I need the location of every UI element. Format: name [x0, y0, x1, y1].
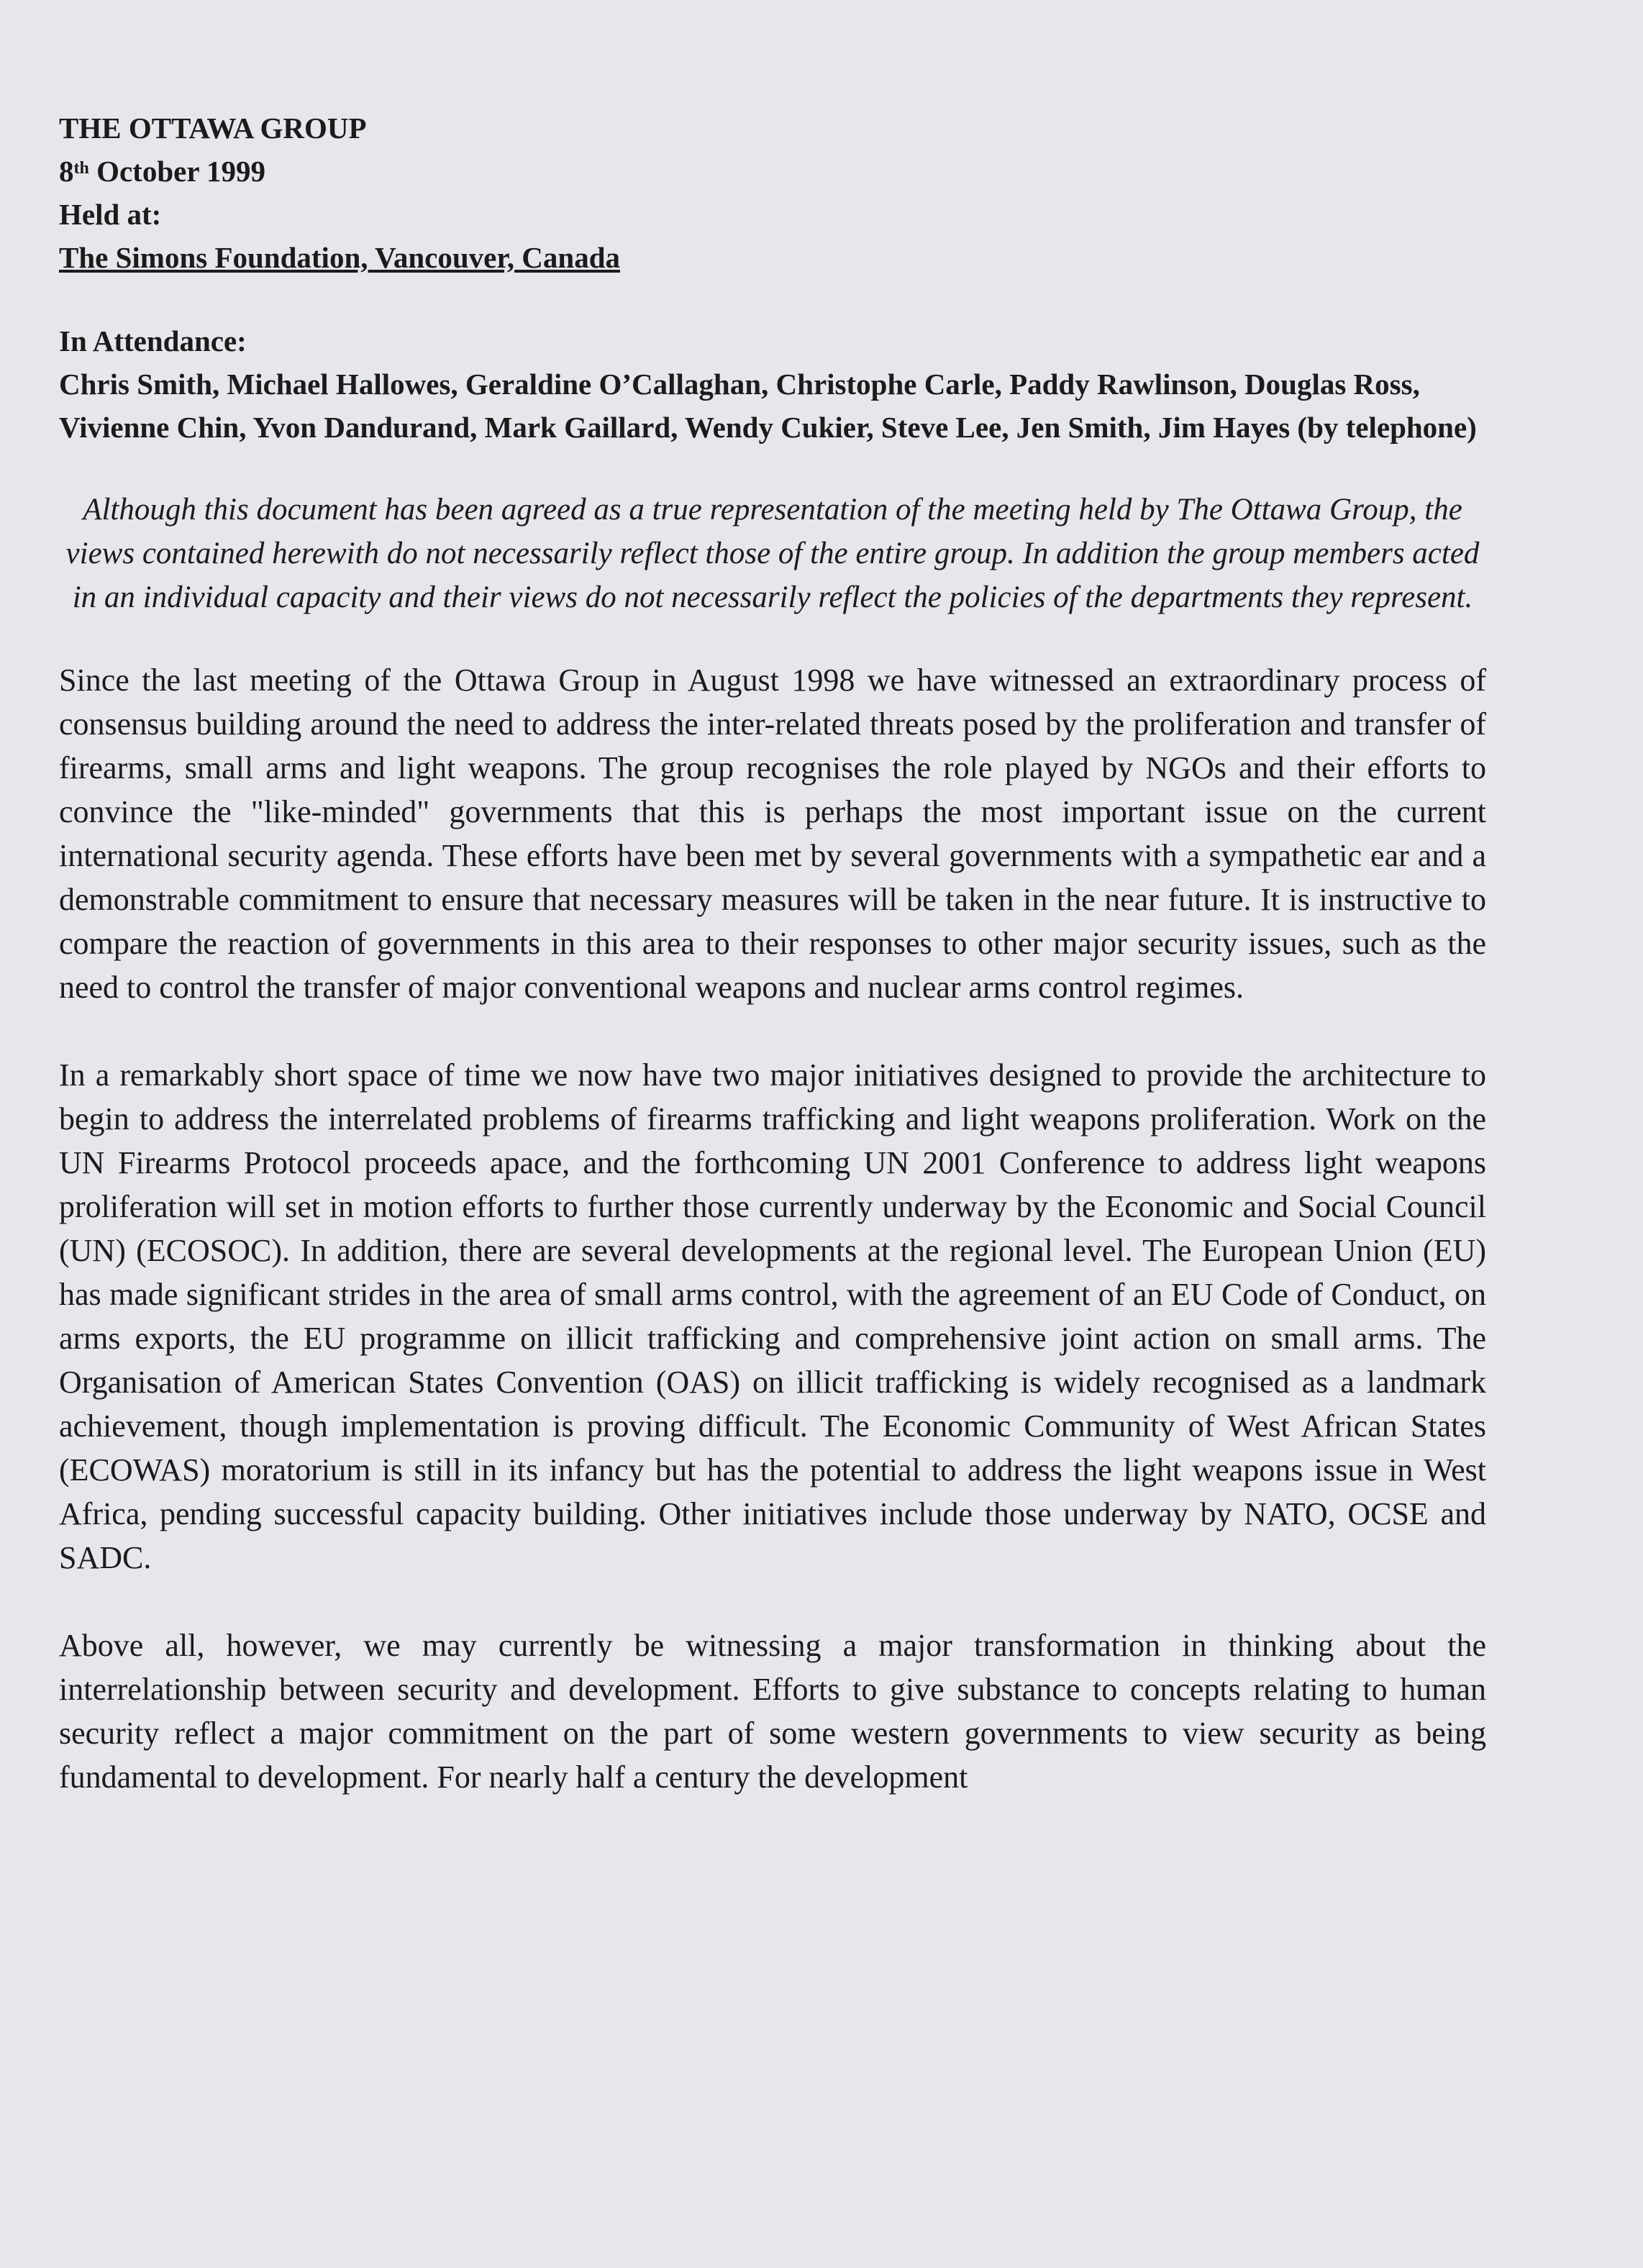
- org-title: THE OTTAWA GROUP: [59, 111, 367, 145]
- attendee-names: Chris Smith, Michael Hallowes, Geraldine O’Callaghan, Christophe Carle, Paddy Rawlinson, Douglas Ross, Vivienne Chin, Yvon Dandurand, Mark Gaillard, Wendy Cukier, Steve Lee, Jen Smith, Jim Hayes (by telephone): [59, 368, 1477, 444]
- date-suffix: th: [73, 159, 89, 178]
- document-header: [59, 106, 1486, 279]
- disclaimer: Although this document has been agreed as a true representation of the meeting held by The Ottawa Group, the views contained herewith do not necessarily reflect those of the entire group. In addition the group members acted in an individual capacity and their views do not necessarily reflect the policies of the departments they represent.: [65, 493, 1480, 614]
- meeting-date: [59, 150, 1486, 193]
- held-at-label: Held at:: [59, 198, 162, 231]
- paragraph-3: Above all, however, we may currently be witnessing a major transformation in thinking about the interrelationship between security and development. Efforts to give substance to concepts relating to human security reflect a major commitment on the part of some western governments to view security as being fundamental to development. For nearly half a century the development: [59, 1628, 1486, 1795]
- attendance-label: In Attendance:: [59, 324, 247, 357]
- date-rest: October 1999: [88, 155, 266, 188]
- paragraph-2: In a remarkably short space of time we now have two major initiatives designed to provide the architecture to begin to address the interrelated problems of firearms trafficking and light weapons proliferation. Work on the UN Firearms Protocol proceeds apace, and the forthcoming UN 2001 Conference to address light weapons proliferation will set in motion efforts to further those currently underway by the Economic and Social Council (UN) (ECOSOC). In addition, there are several developments at the regional level. The European Union (EU) has made significant strides in the area of small arms control, with the agreement of an EU Code of Conduct, on arms exports, the EU programme on illicit trafficking and comprehensive joint action on small arms. The Organisation of American States Convention (OAS) on illicit trafficking is widely recognised as a landmark achievement, though implementation is proving difficult. The Economic Community of West African States (ECOWAS) moratorium is still in its infancy but has the potential to address the light weapons issue in West Africa, pending successful capacity building. Other initiatives include those underway by NATO, OCSE and SADC.: [59, 1057, 1486, 1575]
- venue: The Simons Foundation, Vancouver, Canada: [59, 241, 621, 274]
- body-text: [59, 658, 1486, 1799]
- date-day: 8: [59, 155, 74, 188]
- paragraph-1: Since the last meeting of the Ottawa Group in August 1998 we have witnessed an extraordinary process of consensus building around the need to address the inter-related threats posed by the proliferation and transfer of firearms, small arms and light weapons. The group recognises the role played by NGOs and their efforts to convince the "like-minded" governments that this is perhaps the most important issue on the current international security agenda. These efforts have been met by several governments with a sympathetic ear and a demonstrable commitment to ensure that necessary measures will be taken in the near future. It is instructive to compare the reaction of governments in this area to their responses to other major security issues, such as the need to control the transfer of major conventional weapons and nuclear arms control regimes.: [59, 662, 1486, 1005]
- attendance-section: [59, 319, 1486, 449]
